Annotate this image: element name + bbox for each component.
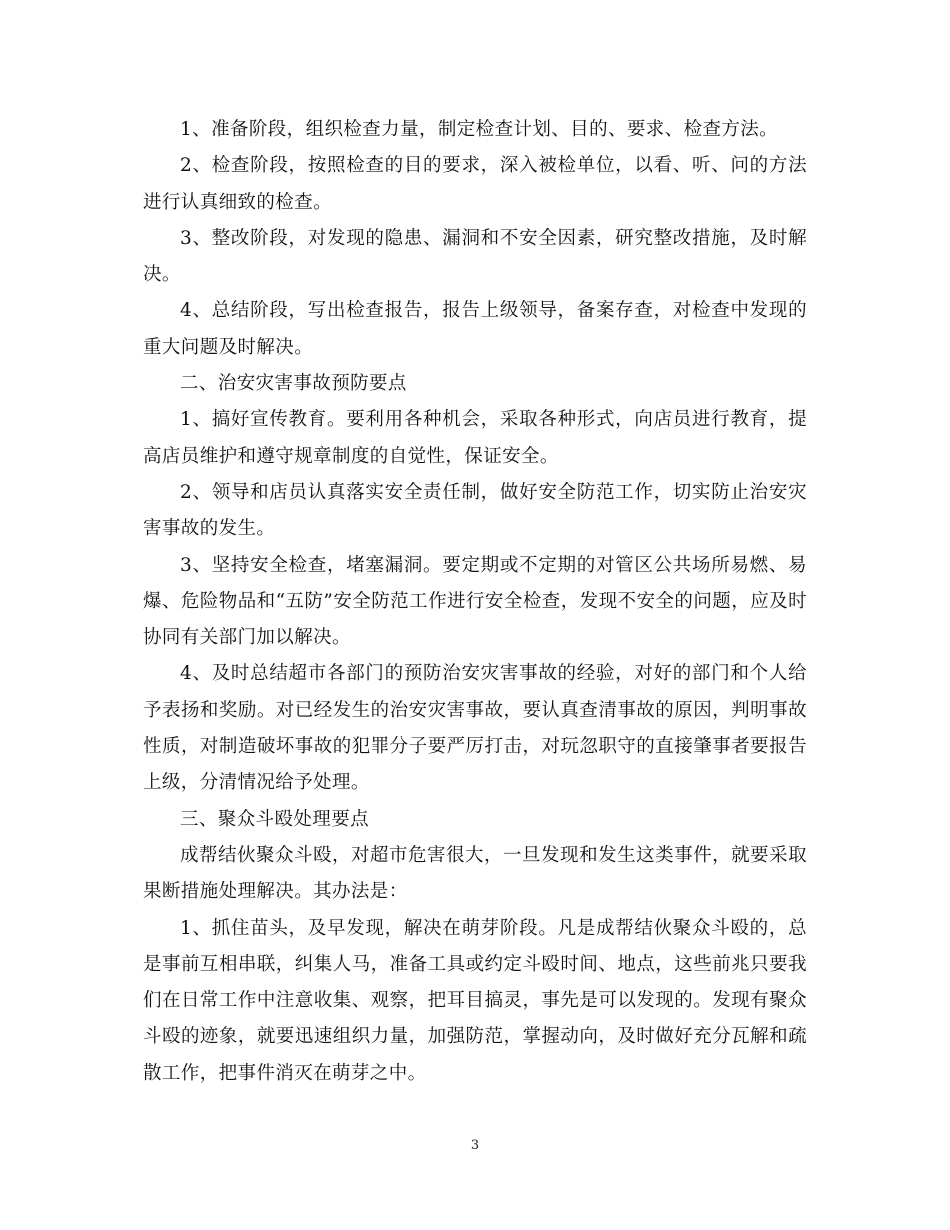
paragraph-safety-inspection: 3、坚持安全检查，堵塞漏洞。要定期或不定期的对管区公共场所易燃、易爆、危险物品和“五防”安全防范工作进行安全检查，发现不安全的问题，应及时协同有关部门加以解决。 [143, 554, 807, 649]
paragraph-responsibility-system: 2、领导和店员认真落实安全责任制，做好安全防范工作，切实防止治安灾害事故的发生。 [143, 481, 807, 540]
paragraph-early-detection: 1、抓住苗头，及早发现，解决在萌芽阶段。凡是成帮结伙聚众斗殴的，总是事前互相串联，纠集人马，准备工具或约定斗殴时间、地点，这些前兆只要我们在日常工作中注意收集、观察，把耳目搞灵，事先是可以发现的。发现有聚众斗殴的迹象，就要迅速组织力量，加强防范，掌握动向，及时做好充分瓦解和疏散工作，把事件消灭在萌芽之中。 [143, 917, 807, 1084]
paragraph-affray-intro: 成帮结伙聚众斗殴，对超市危害很大，一旦发现和发生这类事件，就要采取果断措施处理解决。其办法是： [143, 844, 807, 903]
paragraph-publicity-education: 1、搞好宣传教育。要利用各种机会，采取各种形式，向店员进行教育，提高店员维护和遵守规章制度的自觉性，保证安全。 [143, 409, 807, 467]
paragraph-inspection-stage: 2、检查阶段，按照检查的目的要求，深入被检单位，以看、听、问的方法进行认真细致的检查。 [143, 155, 807, 213]
section-heading-affray-handling: 三、聚众斗殴处理要点 [180, 808, 370, 830]
section-heading-disaster-prevention: 二、治安灾害事故预防要点 [180, 373, 407, 395]
document-body [143, 112, 807, 1092]
paragraph-prep-stage: 1、准备阶段，组织检查力量，制定检查计划、目的、要求、检查方法。 [180, 119, 779, 140]
page-number: 3 [470, 1138, 480, 1153]
paragraph-rectification-stage: 3、整改阶段，对发现的隐患、漏洞和不安全因素，研究整改措施，及时解决。 [143, 227, 807, 286]
paragraph-summarize-experience: 4、及时总结超市各部门的预防治安灾害事故的经验，对好的部门和个人给予表扬和奖励。对已经发生的治安灾害事故，要认真查清事故的原因，判明事故性质，对制造破坏事故的犯罪分子要严厉打击，对玩忽职守的直接肇事者要报告上级，分清情况给予处理。 [143, 663, 807, 794]
paragraph-summary-stage: 4、总结阶段，写出检查报告，报告上级领导，备案存查，对检查中发现的重大问题及时解决。 [143, 300, 807, 358]
